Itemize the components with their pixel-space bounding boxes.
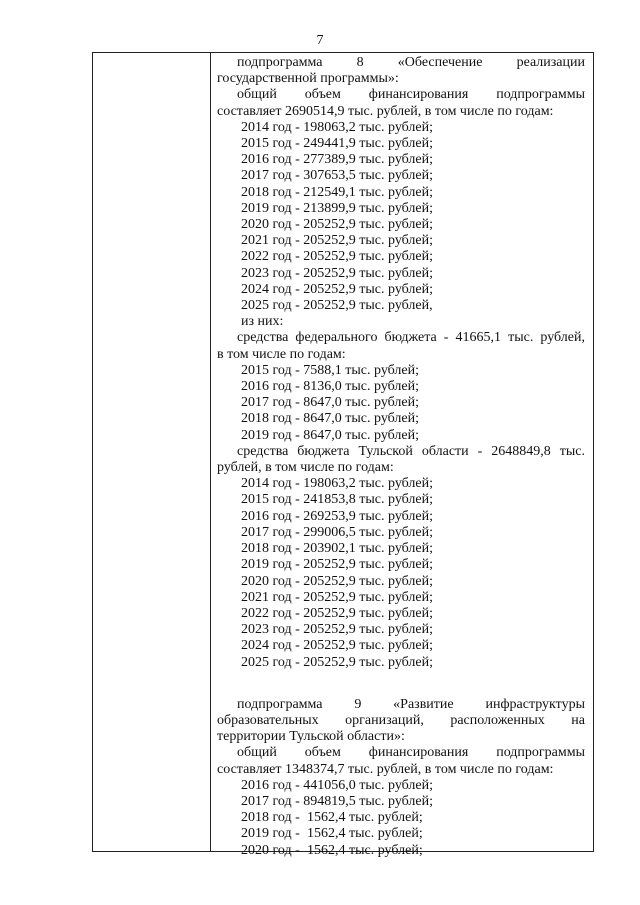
sub8-regional-total: средства бюджета Тульской области - 2648849,8 тыс. xyxy=(237,443,585,459)
sub8-year-line: 2018 год - 212549,1 тыс. рублей; xyxy=(241,184,434,200)
section-spacer xyxy=(217,671,585,697)
sub9-total: общий объем финансирования подпрограммы xyxy=(237,745,585,761)
sub9-year-value: 1562,4 тыс. рублей; xyxy=(307,826,423,842)
sub9-year-value: 1562,4 тыс. рублей; xyxy=(307,842,423,858)
sub8-regional-year-line: 2015 год - 241853,8 тыс. рублей; xyxy=(241,492,434,508)
column-divider xyxy=(210,53,211,851)
sub8-year-line: 2019 год - 213899,9 тыс. рублей; xyxy=(241,200,434,216)
sub9-year-line: 2017 год - 894819,5 тыс. рублей; xyxy=(241,793,434,809)
sub9-year-value: 1562,4 тыс. рублей; xyxy=(307,810,423,826)
sub8-year-line: 2025 год - 205252,9 тыс. рублей, xyxy=(241,298,433,314)
sub8-heading-cont: государственной программы»: xyxy=(217,71,399,87)
sub9-year-line xyxy=(217,843,585,859)
page-number: 7 xyxy=(316,33,324,48)
sub8-regional-year-line: 2024 год - 205252,9 тыс. рублей; xyxy=(241,638,434,654)
sub8-total-cont: составляет 2690514,9 тыс. рублей, в том числе по годам: xyxy=(217,103,554,119)
sub9-heading: подпрограмма 9 «Развитие инфраструктуры xyxy=(237,696,585,712)
sub8-year-line: 2015 год - 249441,9 тыс. рублей; xyxy=(241,136,434,152)
sub8-regional-year-line: 2025 год - 205252,9 тыс. рублей; xyxy=(241,654,434,670)
sub8-regional-year-line: 2019 год - 205252,9 тыс. рублей; xyxy=(241,557,434,573)
sub8-total: общий объем финансирования подпрограммы xyxy=(237,87,585,103)
sub9-year-line xyxy=(217,826,585,842)
sub9-year-label: 2018 год - xyxy=(241,810,300,826)
sub8-year-line: 2020 год - 205252,9 тыс. рублей; xyxy=(241,217,434,233)
sub8-heading: подпрограмма 8 «Обеспечение реализации xyxy=(237,55,585,70)
passport-table xyxy=(92,52,594,858)
sub9-year-label: 2020 год - xyxy=(241,842,300,858)
sub8-federal-year-line: 2015 год - 7588,1 тыс. рублей; xyxy=(241,362,420,378)
sub9-heading-cont: образовательных организаций, расположенных на xyxy=(217,712,585,728)
sub8-federal-total-cont: в том числе по годам: xyxy=(217,346,346,362)
sub8-of-them: из них: xyxy=(241,314,284,330)
sub8-regional-year-line: 2023 год - 205252,9 тыс. рублей; xyxy=(241,622,434,638)
sub8-federal-year-line: 2018 год - 8647,0 тыс. рублей; xyxy=(241,411,420,427)
financing-cell xyxy=(217,55,585,859)
sub8-year-line: 2021 год - 205252,9 тыс. рублей; xyxy=(241,233,434,249)
sub8-regional-year-line: 2014 год - 198063,2 тыс. рублей; xyxy=(241,476,434,492)
sub8-regional-total-cont: рублей, в том числе по годам: xyxy=(217,460,394,476)
sub8-regional-year-line: 2017 год - 299006,5 тыс. рублей; xyxy=(241,524,434,540)
sub8-federal-year-line: 2019 год - 8647,0 тыс. рублей; xyxy=(241,427,420,443)
sub9-year-line: 2016 год - 441056,0 тыс. рублей; xyxy=(241,777,434,793)
sub8-federal-year-line: 2017 год - 8647,0 тыс. рублей; xyxy=(241,395,420,411)
sub8-year-line: 2022 год - 205252,9 тыс. рублей; xyxy=(241,249,434,265)
sub9-year-line xyxy=(217,810,585,826)
sub8-federal-year-line: 2016 год - 8136,0 тыс. рублей; xyxy=(241,379,420,395)
sub8-federal-total: средства федерального бюджета - 41665,1 тыс. рублей, xyxy=(237,330,585,346)
sub8-year-line: 2024 год - 205252,9 тыс. рублей; xyxy=(241,281,434,297)
sub8-year-line: 2014 год - 198063,2 тыс. рублей; xyxy=(241,119,434,135)
sub8-regional-year-line: 2021 год - 205252,9 тыс. рублей; xyxy=(241,589,434,605)
sub8-regional-year-line: 2016 год - 269253,9 тыс. рублей; xyxy=(241,508,434,524)
sub9-year-label: 2019 год - xyxy=(241,826,300,842)
sub8-regional-year-line: 2020 год - 205252,9 тыс. рублей; xyxy=(241,573,434,589)
sub8-regional-year-line: 2018 год - 203902,1 тыс. рублей; xyxy=(241,541,434,557)
sub9-heading-cont: территории Тульской области»: xyxy=(217,729,405,745)
sub8-year-line: 2017 год - 307653,5 тыс. рублей; xyxy=(241,168,434,184)
sub8-regional-year-line: 2022 год - 205252,9 тыс. рублей; xyxy=(241,605,434,621)
sub9-total-cont: составляет 1348374,7 тыс. рублей, в том числе по годам: xyxy=(217,761,554,777)
sub8-year-line: 2016 год - 277389,9 тыс. рублей; xyxy=(241,152,434,168)
sub8-year-line: 2023 год - 205252,9 тыс. рублей; xyxy=(241,265,434,281)
